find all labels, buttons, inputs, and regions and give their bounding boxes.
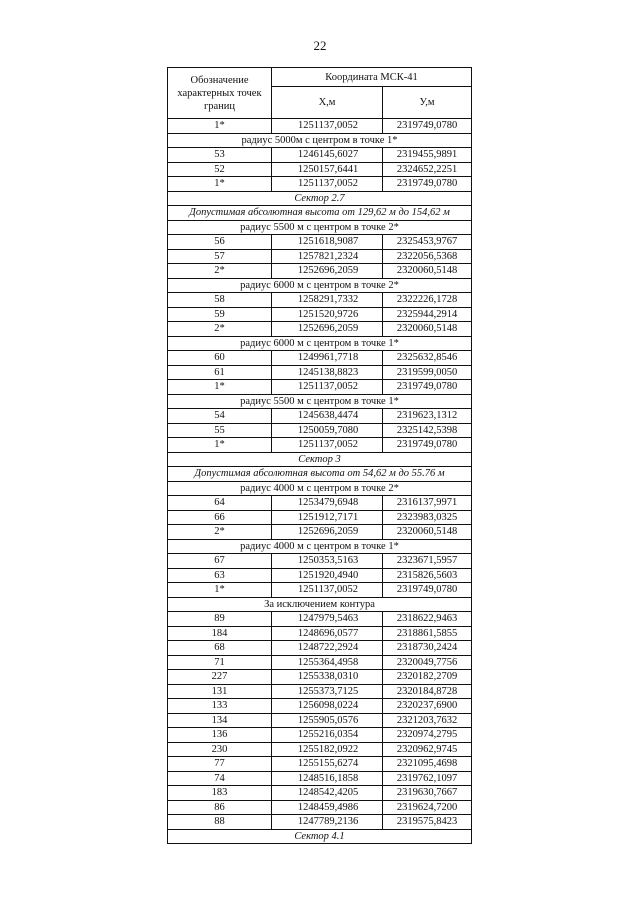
x-coordinate-cell: 1251912,7171 xyxy=(272,510,383,525)
point-id-cell: 134 xyxy=(168,713,272,728)
point-id-cell: 86 xyxy=(168,800,272,815)
point-id-cell: 55 xyxy=(168,423,272,438)
radius-note: радиус 5500 м с центром в точке 1* xyxy=(168,394,472,409)
table-row xyxy=(168,655,472,670)
table-row xyxy=(168,713,472,728)
point-id-cell: 58 xyxy=(168,293,272,308)
y-coordinate-cell: 2316137,9971 xyxy=(383,496,472,511)
table-row xyxy=(168,699,472,714)
x-coordinate-cell: 1255373,7125 xyxy=(272,684,383,699)
radius-row xyxy=(168,220,472,235)
coordinates-table xyxy=(167,67,472,844)
table-row xyxy=(168,525,472,540)
y-coordinate-cell: 2319575,8423 xyxy=(383,815,472,830)
sector-heading: Сектор 2.7 xyxy=(168,191,472,206)
table-row xyxy=(168,757,472,772)
radius-note: радиус 6000 м с центром в точке 1* xyxy=(168,336,472,351)
x-coordinate-cell: 1256098,0224 xyxy=(272,699,383,714)
radius-row xyxy=(168,481,472,496)
point-id-cell: 52 xyxy=(168,162,272,177)
sector-row xyxy=(168,452,472,467)
x-coordinate-cell: 1250157,6441 xyxy=(272,162,383,177)
table-row xyxy=(168,641,472,656)
x-coordinate-cell: 1250059,7080 xyxy=(272,423,383,438)
y-coordinate-cell: 2319455,9891 xyxy=(383,148,472,163)
point-id-cell: 67 xyxy=(168,554,272,569)
x-coordinate-cell: 1255364,4958 xyxy=(272,655,383,670)
y-coordinate-cell: 2322056,5368 xyxy=(383,249,472,264)
sector-heading: Допустимая абсолютная высота от 129,62 м до 154,62 м xyxy=(168,206,472,221)
point-id-cell: 53 xyxy=(168,148,272,163)
point-id-cell: 66 xyxy=(168,510,272,525)
y-coordinate-cell: 2325453,9767 xyxy=(383,235,472,250)
y-coordinate-cell: 2320060,5148 xyxy=(383,264,472,279)
point-id-cell: 89 xyxy=(168,612,272,627)
radius-row xyxy=(168,539,472,554)
table-row xyxy=(168,742,472,757)
table-row xyxy=(168,307,472,322)
y-coordinate-cell: 2315826,5603 xyxy=(383,568,472,583)
x-coordinate-cell: 1251520,9726 xyxy=(272,307,383,322)
y-coordinate-cell: 2321095,4698 xyxy=(383,757,472,772)
y-column-header: У,м xyxy=(383,87,472,119)
table-row xyxy=(168,583,472,598)
x-coordinate-cell: 1253479,6948 xyxy=(272,496,383,511)
y-coordinate-cell: 2318730,2424 xyxy=(383,641,472,656)
table-row xyxy=(168,423,472,438)
point-id-cell: 131 xyxy=(168,684,272,699)
radius-note: радиус 4000 м с центром в точке 1* xyxy=(168,539,472,554)
x-coordinate-cell: 1255155,6274 xyxy=(272,757,383,772)
point-id-cell: 133 xyxy=(168,699,272,714)
radius-note: радиус 6000 м с центром в точке 2* xyxy=(168,278,472,293)
x-coordinate-cell: 1250353,5163 xyxy=(272,554,383,569)
table-row xyxy=(168,162,472,177)
table-row xyxy=(168,264,472,279)
x-coordinate-cell: 1246145,6027 xyxy=(272,148,383,163)
point-id-cell: 57 xyxy=(168,249,272,264)
table-row xyxy=(168,293,472,308)
table-row xyxy=(168,684,472,699)
y-coordinate-cell: 2324652,2251 xyxy=(383,162,472,177)
y-coordinate-cell: 2320060,5148 xyxy=(383,322,472,337)
y-coordinate-cell: 2320237,6900 xyxy=(383,699,472,714)
x-coordinate-cell: 1245638,4474 xyxy=(272,409,383,424)
table-row xyxy=(168,119,472,134)
y-coordinate-cell: 2320182,2709 xyxy=(383,670,472,685)
point-id-cell: 1* xyxy=(168,583,272,598)
point-id-cell: 71 xyxy=(168,655,272,670)
sector-heading: Сектор 3 xyxy=(168,452,472,467)
table-row xyxy=(168,612,472,627)
y-coordinate-cell: 2322226,1728 xyxy=(383,293,472,308)
table-row xyxy=(168,380,472,395)
x-coordinate-cell: 1252696,2059 xyxy=(272,322,383,337)
sector-row xyxy=(168,191,472,206)
point-designation-header: Обозначение характерных точек границ xyxy=(168,68,272,119)
y-coordinate-cell: 2319749,0780 xyxy=(383,177,472,192)
sector-row xyxy=(168,206,472,221)
table-row xyxy=(168,351,472,366)
radius-note: За исключением контура xyxy=(168,597,472,612)
x-coordinate-cell: 1252696,2059 xyxy=(272,525,383,540)
radius-row xyxy=(168,278,472,293)
table-row xyxy=(168,365,472,380)
table-row xyxy=(168,800,472,815)
sector-row xyxy=(168,829,472,844)
x-column-header: X,м xyxy=(272,87,383,119)
x-coordinate-cell: 1247789,2136 xyxy=(272,815,383,830)
point-id-cell: 63 xyxy=(168,568,272,583)
point-id-cell: 74 xyxy=(168,771,272,786)
coordinate-system-header: Координата МСК-41 xyxy=(272,68,472,87)
y-coordinate-cell: 2319624,7200 xyxy=(383,800,472,815)
x-coordinate-cell: 1252696,2059 xyxy=(272,264,383,279)
radius-note: радиус 5000м с центром в точке 1* xyxy=(168,133,472,148)
y-coordinate-cell: 2319749,0780 xyxy=(383,119,472,134)
radius-row xyxy=(168,394,472,409)
table-row xyxy=(168,177,472,192)
x-coordinate-cell: 1251618,9087 xyxy=(272,235,383,250)
point-id-cell: 54 xyxy=(168,409,272,424)
point-id-cell: 227 xyxy=(168,670,272,685)
sector-heading: Сектор 4.1 xyxy=(168,829,472,844)
point-id-cell: 64 xyxy=(168,496,272,511)
y-coordinate-cell: 2325944,2914 xyxy=(383,307,472,322)
table-row xyxy=(168,771,472,786)
x-coordinate-cell: 1251920,4940 xyxy=(272,568,383,583)
sector-row xyxy=(168,467,472,482)
y-coordinate-cell: 2319762,1097 xyxy=(383,771,472,786)
table-row xyxy=(168,235,472,250)
point-id-cell: 56 xyxy=(168,235,272,250)
radius-note: радиус 4000 м с центром в точке 2* xyxy=(168,481,472,496)
y-coordinate-cell: 2319749,0780 xyxy=(383,438,472,453)
point-id-cell: 1* xyxy=(168,177,272,192)
table-row xyxy=(168,728,472,743)
y-coordinate-cell: 2318861,5855 xyxy=(383,626,472,641)
point-id-cell: 88 xyxy=(168,815,272,830)
point-id-cell: 61 xyxy=(168,365,272,380)
table-row xyxy=(168,626,472,641)
point-id-cell: 2* xyxy=(168,322,272,337)
table-row xyxy=(168,786,472,801)
y-coordinate-cell: 2323671,5957 xyxy=(383,554,472,569)
table-row xyxy=(168,409,472,424)
x-coordinate-cell: 1248696,0577 xyxy=(272,626,383,641)
page-number: 22 xyxy=(313,38,327,53)
table-row xyxy=(168,438,472,453)
radius-row xyxy=(168,597,472,612)
x-coordinate-cell: 1257821,2324 xyxy=(272,249,383,264)
point-id-cell: 1* xyxy=(168,438,272,453)
y-coordinate-cell: 2323983,0325 xyxy=(383,510,472,525)
x-coordinate-cell: 1255182,0922 xyxy=(272,742,383,757)
x-coordinate-cell: 1251137,0052 xyxy=(272,177,383,192)
sector-heading: Допустимая абсолютная высота от 54,62 м до 55.76 м xyxy=(168,467,472,482)
table-row xyxy=(168,496,472,511)
point-id-cell: 2* xyxy=(168,264,272,279)
y-coordinate-cell: 2319749,0780 xyxy=(383,583,472,598)
radius-row xyxy=(168,336,472,351)
table-row xyxy=(168,670,472,685)
y-coordinate-cell: 2325632,8546 xyxy=(383,351,472,366)
point-id-cell: 60 xyxy=(168,351,272,366)
point-id-cell: 183 xyxy=(168,786,272,801)
y-coordinate-cell: 2319599,0050 xyxy=(383,365,472,380)
x-coordinate-cell: 1251137,0052 xyxy=(272,438,383,453)
x-coordinate-cell: 1255905,0576 xyxy=(272,713,383,728)
x-coordinate-cell: 1248516,1858 xyxy=(272,771,383,786)
y-coordinate-cell: 2319623,1312 xyxy=(383,409,472,424)
x-coordinate-cell: 1248542,4205 xyxy=(272,786,383,801)
y-coordinate-cell: 2320049,7756 xyxy=(383,655,472,670)
y-coordinate-cell: 2319630,7667 xyxy=(383,786,472,801)
point-id-cell: 230 xyxy=(168,742,272,757)
point-id-cell: 68 xyxy=(168,641,272,656)
x-coordinate-cell: 1251137,0052 xyxy=(272,583,383,598)
y-coordinate-cell: 2321203,7632 xyxy=(383,713,472,728)
x-coordinate-cell: 1255216,0354 xyxy=(272,728,383,743)
point-id-cell: 59 xyxy=(168,307,272,322)
y-coordinate-cell: 2325142,5398 xyxy=(383,423,472,438)
y-coordinate-cell: 2318622,9463 xyxy=(383,612,472,627)
y-coordinate-cell: 2319749,0780 xyxy=(383,380,472,395)
x-coordinate-cell: 1258291,7332 xyxy=(272,293,383,308)
point-id-cell: 2* xyxy=(168,525,272,540)
y-coordinate-cell: 2320060,5148 xyxy=(383,525,472,540)
x-coordinate-cell: 1249961,7718 xyxy=(272,351,383,366)
point-id-cell: 184 xyxy=(168,626,272,641)
y-coordinate-cell: 2320962,9745 xyxy=(383,742,472,757)
radius-note: радиус 5500 м с центром в точке 2* xyxy=(168,220,472,235)
x-coordinate-cell: 1255338,0310 xyxy=(272,670,383,685)
point-id-cell: 1* xyxy=(168,119,272,134)
y-coordinate-cell: 2320974,2795 xyxy=(383,728,472,743)
table-row xyxy=(168,148,472,163)
x-coordinate-cell: 1251137,0052 xyxy=(272,380,383,395)
coordinates-table-body xyxy=(168,119,472,844)
point-id-cell: 136 xyxy=(168,728,272,743)
table-row xyxy=(168,815,472,830)
radius-row xyxy=(168,133,472,148)
x-coordinate-cell: 1251137,0052 xyxy=(272,119,383,134)
point-id-cell: 77 xyxy=(168,757,272,772)
table-row xyxy=(168,249,472,264)
point-id-cell: 1* xyxy=(168,380,272,395)
table-row xyxy=(168,568,472,583)
x-coordinate-cell: 1245138,8823 xyxy=(272,365,383,380)
table-row xyxy=(168,554,472,569)
y-coordinate-cell: 2320184,8728 xyxy=(383,684,472,699)
x-coordinate-cell: 1248722,2924 xyxy=(272,641,383,656)
table-row xyxy=(168,322,472,337)
x-coordinate-cell: 1247979,5463 xyxy=(272,612,383,627)
x-coordinate-cell: 1248459,4986 xyxy=(272,800,383,815)
table-row xyxy=(168,510,472,525)
